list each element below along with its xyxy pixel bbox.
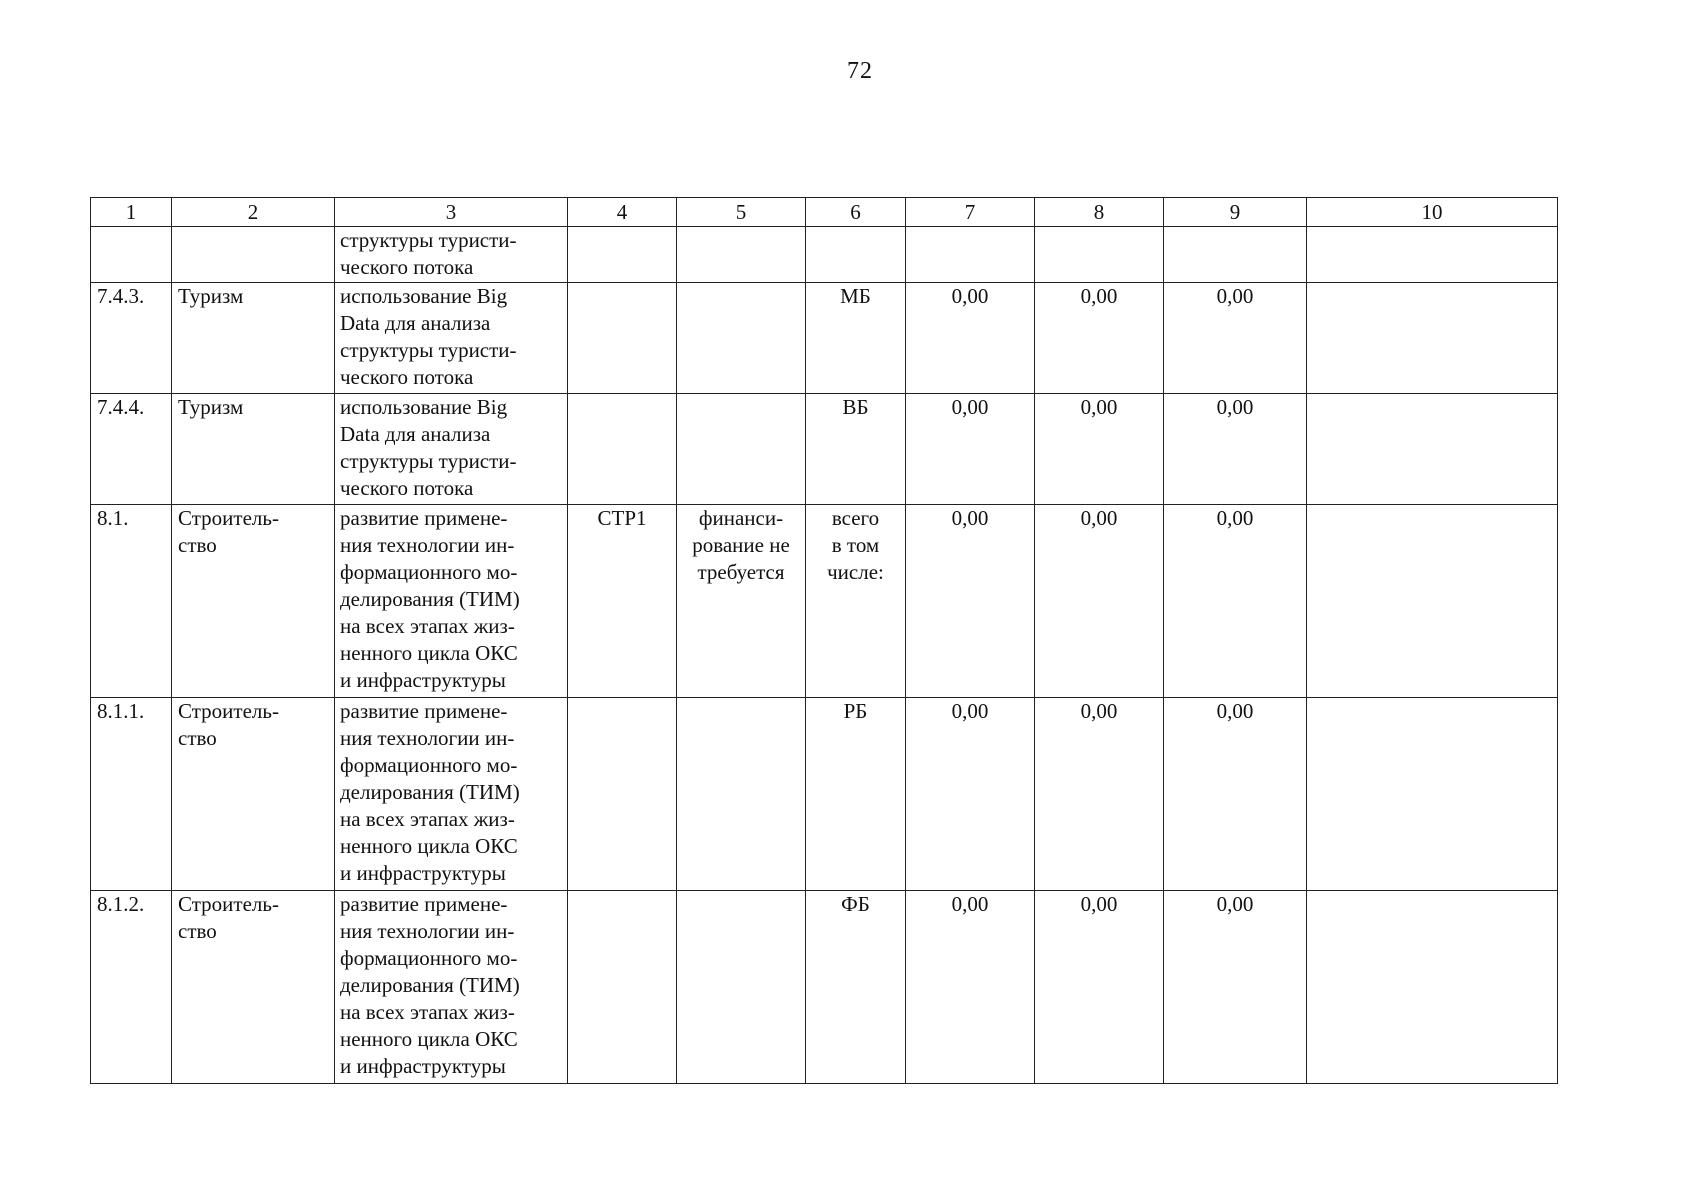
row-description: развитие примене- ния технологии ин- формационного мо- делирования (ТИМ) на всех этапах жиз- ненного цикла ОКС и инфраструктуры xyxy=(335,698,568,891)
row-source: МБ xyxy=(806,283,906,394)
row-description: использование Big Data для анализа структуры туристи- ческого потока xyxy=(335,394,568,505)
column-header: 1 xyxy=(91,198,172,227)
row-value-9: 0,00 xyxy=(1164,283,1307,394)
column-header: 3 xyxy=(335,198,568,227)
row-source: ВБ xyxy=(806,394,906,505)
column-header: 7 xyxy=(906,198,1035,227)
column-header: 8 xyxy=(1035,198,1164,227)
row-sector: Строитель- ство xyxy=(172,891,335,1084)
row-source: РБ xyxy=(806,698,906,891)
row-value-8: 0,00 xyxy=(1035,891,1164,1084)
row-value-7: 0,00 xyxy=(906,698,1035,891)
row-code xyxy=(568,283,677,394)
row-number: 8.1.2. xyxy=(91,891,172,1084)
row-value-9 xyxy=(1164,227,1307,283)
row-number: 7.4.3. xyxy=(91,283,172,394)
row-source: ФБ xyxy=(806,891,906,1084)
column-header: 9 xyxy=(1164,198,1307,227)
row-financing xyxy=(677,394,806,505)
row-code: СТР1 xyxy=(568,505,677,698)
header-row xyxy=(91,198,1558,227)
row-note xyxy=(1307,283,1558,394)
row-value-8: 0,00 xyxy=(1035,283,1164,394)
row-financing xyxy=(677,698,806,891)
column-header: 2 xyxy=(172,198,335,227)
row-value-9: 0,00 xyxy=(1164,394,1307,505)
row-source xyxy=(806,227,906,283)
row-number xyxy=(91,227,172,283)
row-financing: финанси- рование не требуется xyxy=(677,505,806,698)
row-description: структуры туристи- ческого потока xyxy=(335,227,568,283)
row-note xyxy=(1307,891,1558,1084)
column-header: 10 xyxy=(1307,198,1558,227)
row-value-7: 0,00 xyxy=(906,283,1035,394)
row-value-7: 0,00 xyxy=(906,505,1035,698)
row-number: 8.1.1. xyxy=(91,698,172,891)
row-number: 8.1. xyxy=(91,505,172,698)
row-sector: Строитель- ство xyxy=(172,698,335,891)
row-value-8: 0,00 xyxy=(1035,394,1164,505)
table-row xyxy=(91,227,1558,283)
table-row xyxy=(91,505,1558,698)
row-code xyxy=(568,698,677,891)
table-row xyxy=(91,698,1558,891)
row-sector: Туризм xyxy=(172,394,335,505)
row-note xyxy=(1307,394,1558,505)
row-code xyxy=(568,394,677,505)
table-row xyxy=(91,283,1558,394)
row-source: всего в том числе: xyxy=(806,505,906,698)
budget-table xyxy=(90,197,1558,1084)
row-financing xyxy=(677,891,806,1084)
row-value-7: 0,00 xyxy=(906,891,1035,1084)
row-value-8: 0,00 xyxy=(1035,505,1164,698)
table-row xyxy=(91,891,1558,1084)
column-header: 6 xyxy=(806,198,906,227)
row-value-8: 0,00 xyxy=(1035,698,1164,891)
row-sector: Туризм xyxy=(172,283,335,394)
row-financing xyxy=(677,227,806,283)
row-value-9: 0,00 xyxy=(1164,891,1307,1084)
row-description: развитие примене- ния технологии ин- формационного мо- делирования (ТИМ) на всех этапах жиз- ненного цикла ОКС и инфраструктуры xyxy=(335,505,568,698)
row-note xyxy=(1307,505,1558,698)
row-financing xyxy=(677,283,806,394)
column-header: 5 xyxy=(677,198,806,227)
row-number: 7.4.4. xyxy=(91,394,172,505)
row-value-9: 0,00 xyxy=(1164,698,1307,891)
row-note xyxy=(1307,698,1558,891)
row-code xyxy=(568,891,677,1084)
row-value-7 xyxy=(906,227,1035,283)
row-description: развитие примене- ния технологии ин- формационного мо- делирования (ТИМ) на всех этапах жиз- ненного цикла ОКС и инфраструктуры xyxy=(335,891,568,1084)
row-value-9: 0,00 xyxy=(1164,505,1307,698)
row-value-7: 0,00 xyxy=(906,394,1035,505)
row-value-8 xyxy=(1035,227,1164,283)
column-header: 4 xyxy=(568,198,677,227)
row-sector: Строитель- ство xyxy=(172,505,335,698)
row-code xyxy=(568,227,677,283)
table-row xyxy=(91,394,1558,505)
row-sector xyxy=(172,227,335,283)
row-description: использование Big Data для анализа структуры туристи- ческого потока xyxy=(335,283,568,394)
row-note xyxy=(1307,227,1558,283)
page-number: 72 xyxy=(847,58,873,84)
